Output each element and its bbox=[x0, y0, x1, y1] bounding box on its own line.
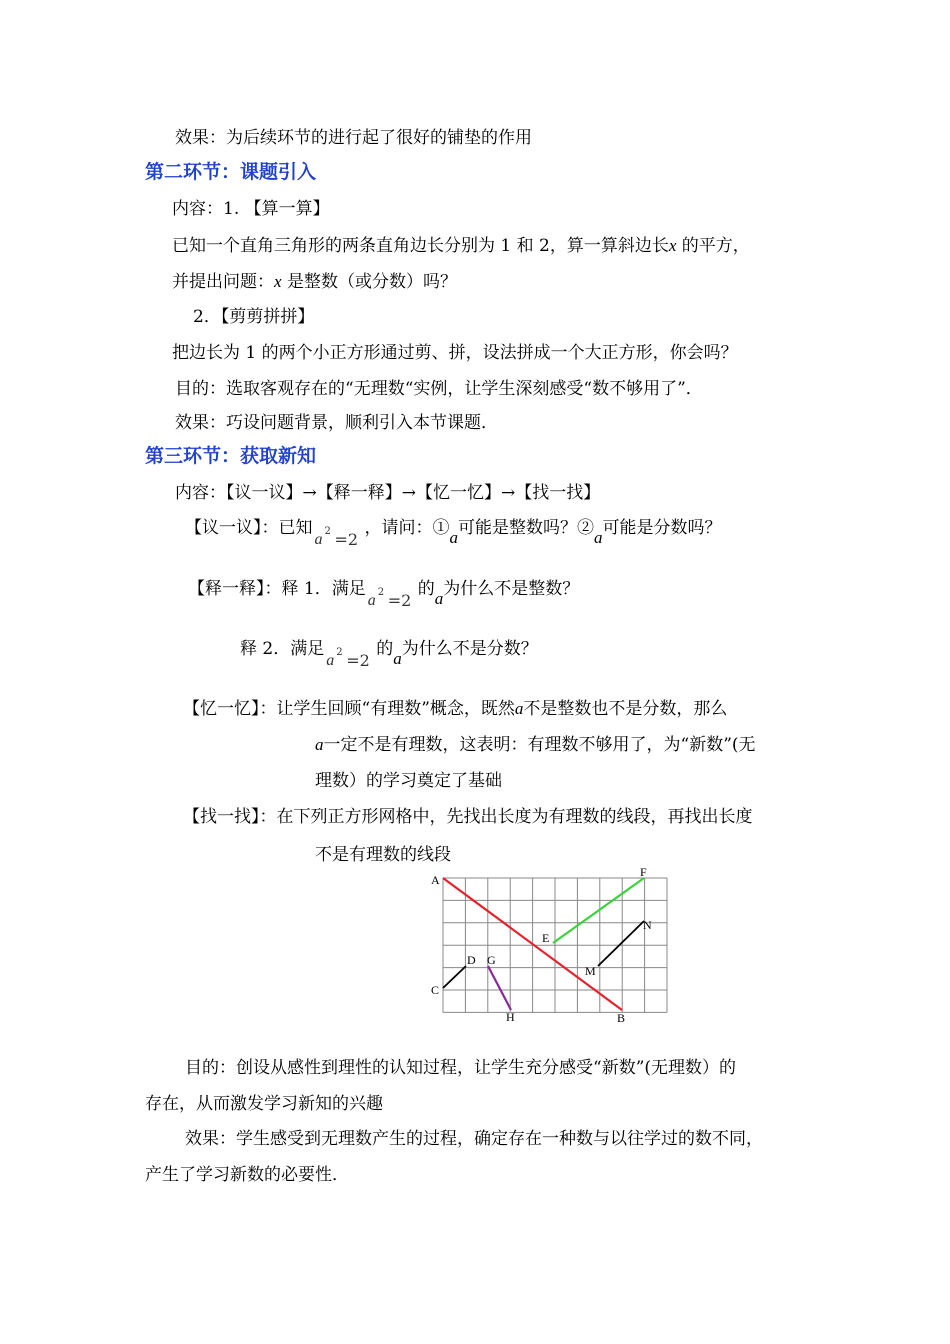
discuss-a: 【议一议】：已知 bbox=[185, 518, 313, 538]
var-x: x bbox=[668, 236, 677, 255]
grid-figure bbox=[425, 866, 675, 1026]
label-d: D bbox=[467, 953, 476, 967]
purpose-line: 目的：选取客观存在的“无理数“实例，让学生深刻感受“数不够用了”． bbox=[175, 379, 703, 399]
explain-line-1 bbox=[188, 577, 580, 610]
effect-line-3a: 效果：学生感受到无理数产生的过程，确定存在一种数与以往学过的数不同， bbox=[185, 1129, 763, 1149]
problem-line-2 bbox=[172, 270, 457, 294]
equation-2: a 2 =2 bbox=[367, 587, 412, 610]
equation: a 2 =2 bbox=[314, 526, 359, 549]
item-2: 2．【剪剪拼拼】 bbox=[193, 307, 315, 327]
find-line-1: 【找一找】：在下列正方形网格中，先找出长度为有理数的线段，再找出长度 bbox=[183, 807, 753, 827]
discuss-c: 可能是整数吗？② bbox=[458, 518, 594, 538]
explain2-b: 的 bbox=[376, 639, 394, 659]
content-label: 内容：1. 【算一算】 bbox=[172, 199, 330, 219]
purpose-line-3a: 目的：创设从感性到理性的认知过程，让学生充分感受“新数”(无理数）的 bbox=[185, 1058, 737, 1078]
explain1-c: 为什么不是整数？ bbox=[443, 579, 580, 599]
segment-gh bbox=[488, 966, 511, 1010]
label-e: E bbox=[542, 931, 550, 945]
var-a-3: a bbox=[434, 589, 444, 608]
section-heading-3: 第三环节：获取新知 bbox=[145, 445, 317, 467]
content-line-3: 内容：【议一议】→【释一释】→【忆一忆】→【找一找】 bbox=[175, 483, 601, 503]
explain-line-2 bbox=[240, 637, 538, 670]
problem-text-b: 的平方， bbox=[676, 236, 750, 256]
purpose-line-3b: 存在，从而激发学习新知的兴趣 bbox=[145, 1094, 383, 1114]
discuss-d: 可能是分数吗？ bbox=[602, 518, 722, 538]
explain2-a: 释 2．满足 bbox=[240, 639, 325, 659]
problem-text-a: 已知一个直角三角形的两条直角边长分别为 1 和 2，算一算斜边长 bbox=[172, 236, 669, 256]
recall-a: 【忆一忆】：让学生回顾“有理数”概念，既然 bbox=[183, 699, 515, 719]
segment-cd bbox=[443, 966, 466, 988]
label-b: B bbox=[617, 1011, 626, 1025]
recall-line-3: 理数）的学习奠定了基础 bbox=[315, 771, 502, 791]
label-g: G bbox=[487, 953, 496, 967]
var-a-5: a bbox=[514, 699, 524, 718]
equation-3: a 2 =2 bbox=[326, 647, 370, 670]
find-line-2: 不是有理数的线段 bbox=[315, 845, 451, 865]
var-a-6: a bbox=[315, 735, 324, 754]
label-n: N bbox=[643, 918, 652, 932]
discuss-line bbox=[185, 516, 722, 549]
label-c: C bbox=[431, 983, 440, 997]
discuss-b: ，请问：① bbox=[364, 518, 450, 538]
var-a: a bbox=[449, 528, 458, 547]
var-a-2: a bbox=[594, 528, 603, 547]
var-a-4: a bbox=[393, 649, 402, 668]
problem-line-1 bbox=[172, 234, 750, 258]
var-x-2: x bbox=[274, 272, 282, 291]
explain2-c: 为什么不是分数？ bbox=[401, 639, 538, 659]
problem-text-c: 并提出问题： bbox=[172, 272, 274, 292]
effect-line: 效果：为后续环节的进行起了很好的铺垫的作用 bbox=[175, 128, 532, 148]
label-a: A bbox=[431, 873, 440, 887]
segment-mn bbox=[598, 921, 644, 966]
effect-line-3b: 产生了学习新数的必要性． bbox=[145, 1165, 349, 1185]
problem-text-d: 是整数（或分数）吗？ bbox=[281, 272, 457, 292]
recall-b: 不是整数也不是分数，那么 bbox=[523, 699, 728, 719]
label-h: H bbox=[506, 1010, 515, 1024]
recall-line-1 bbox=[183, 697, 727, 721]
grid-lines bbox=[443, 878, 667, 1012]
section-heading-2: 第二环节：课题引入 bbox=[145, 161, 317, 183]
effect-line-2: 效果：巧设问题背景，顺利引入本节课题． bbox=[175, 413, 498, 433]
recall-line-2 bbox=[315, 733, 756, 757]
recall-c: 一定不是有理数，这表明：有理数不够用了，为“新数”(无 bbox=[323, 735, 756, 755]
explain1-b: 的 bbox=[417, 579, 435, 599]
label-m: M bbox=[585, 964, 596, 978]
explain1-a: 【释一释】：释 1．满足 bbox=[188, 579, 366, 599]
label-f: F bbox=[640, 866, 647, 879]
cut-text: 把边长为 1 的两个小正方形通过剪、拼，设法拼成一个大正方形，你会吗？ bbox=[172, 343, 738, 363]
